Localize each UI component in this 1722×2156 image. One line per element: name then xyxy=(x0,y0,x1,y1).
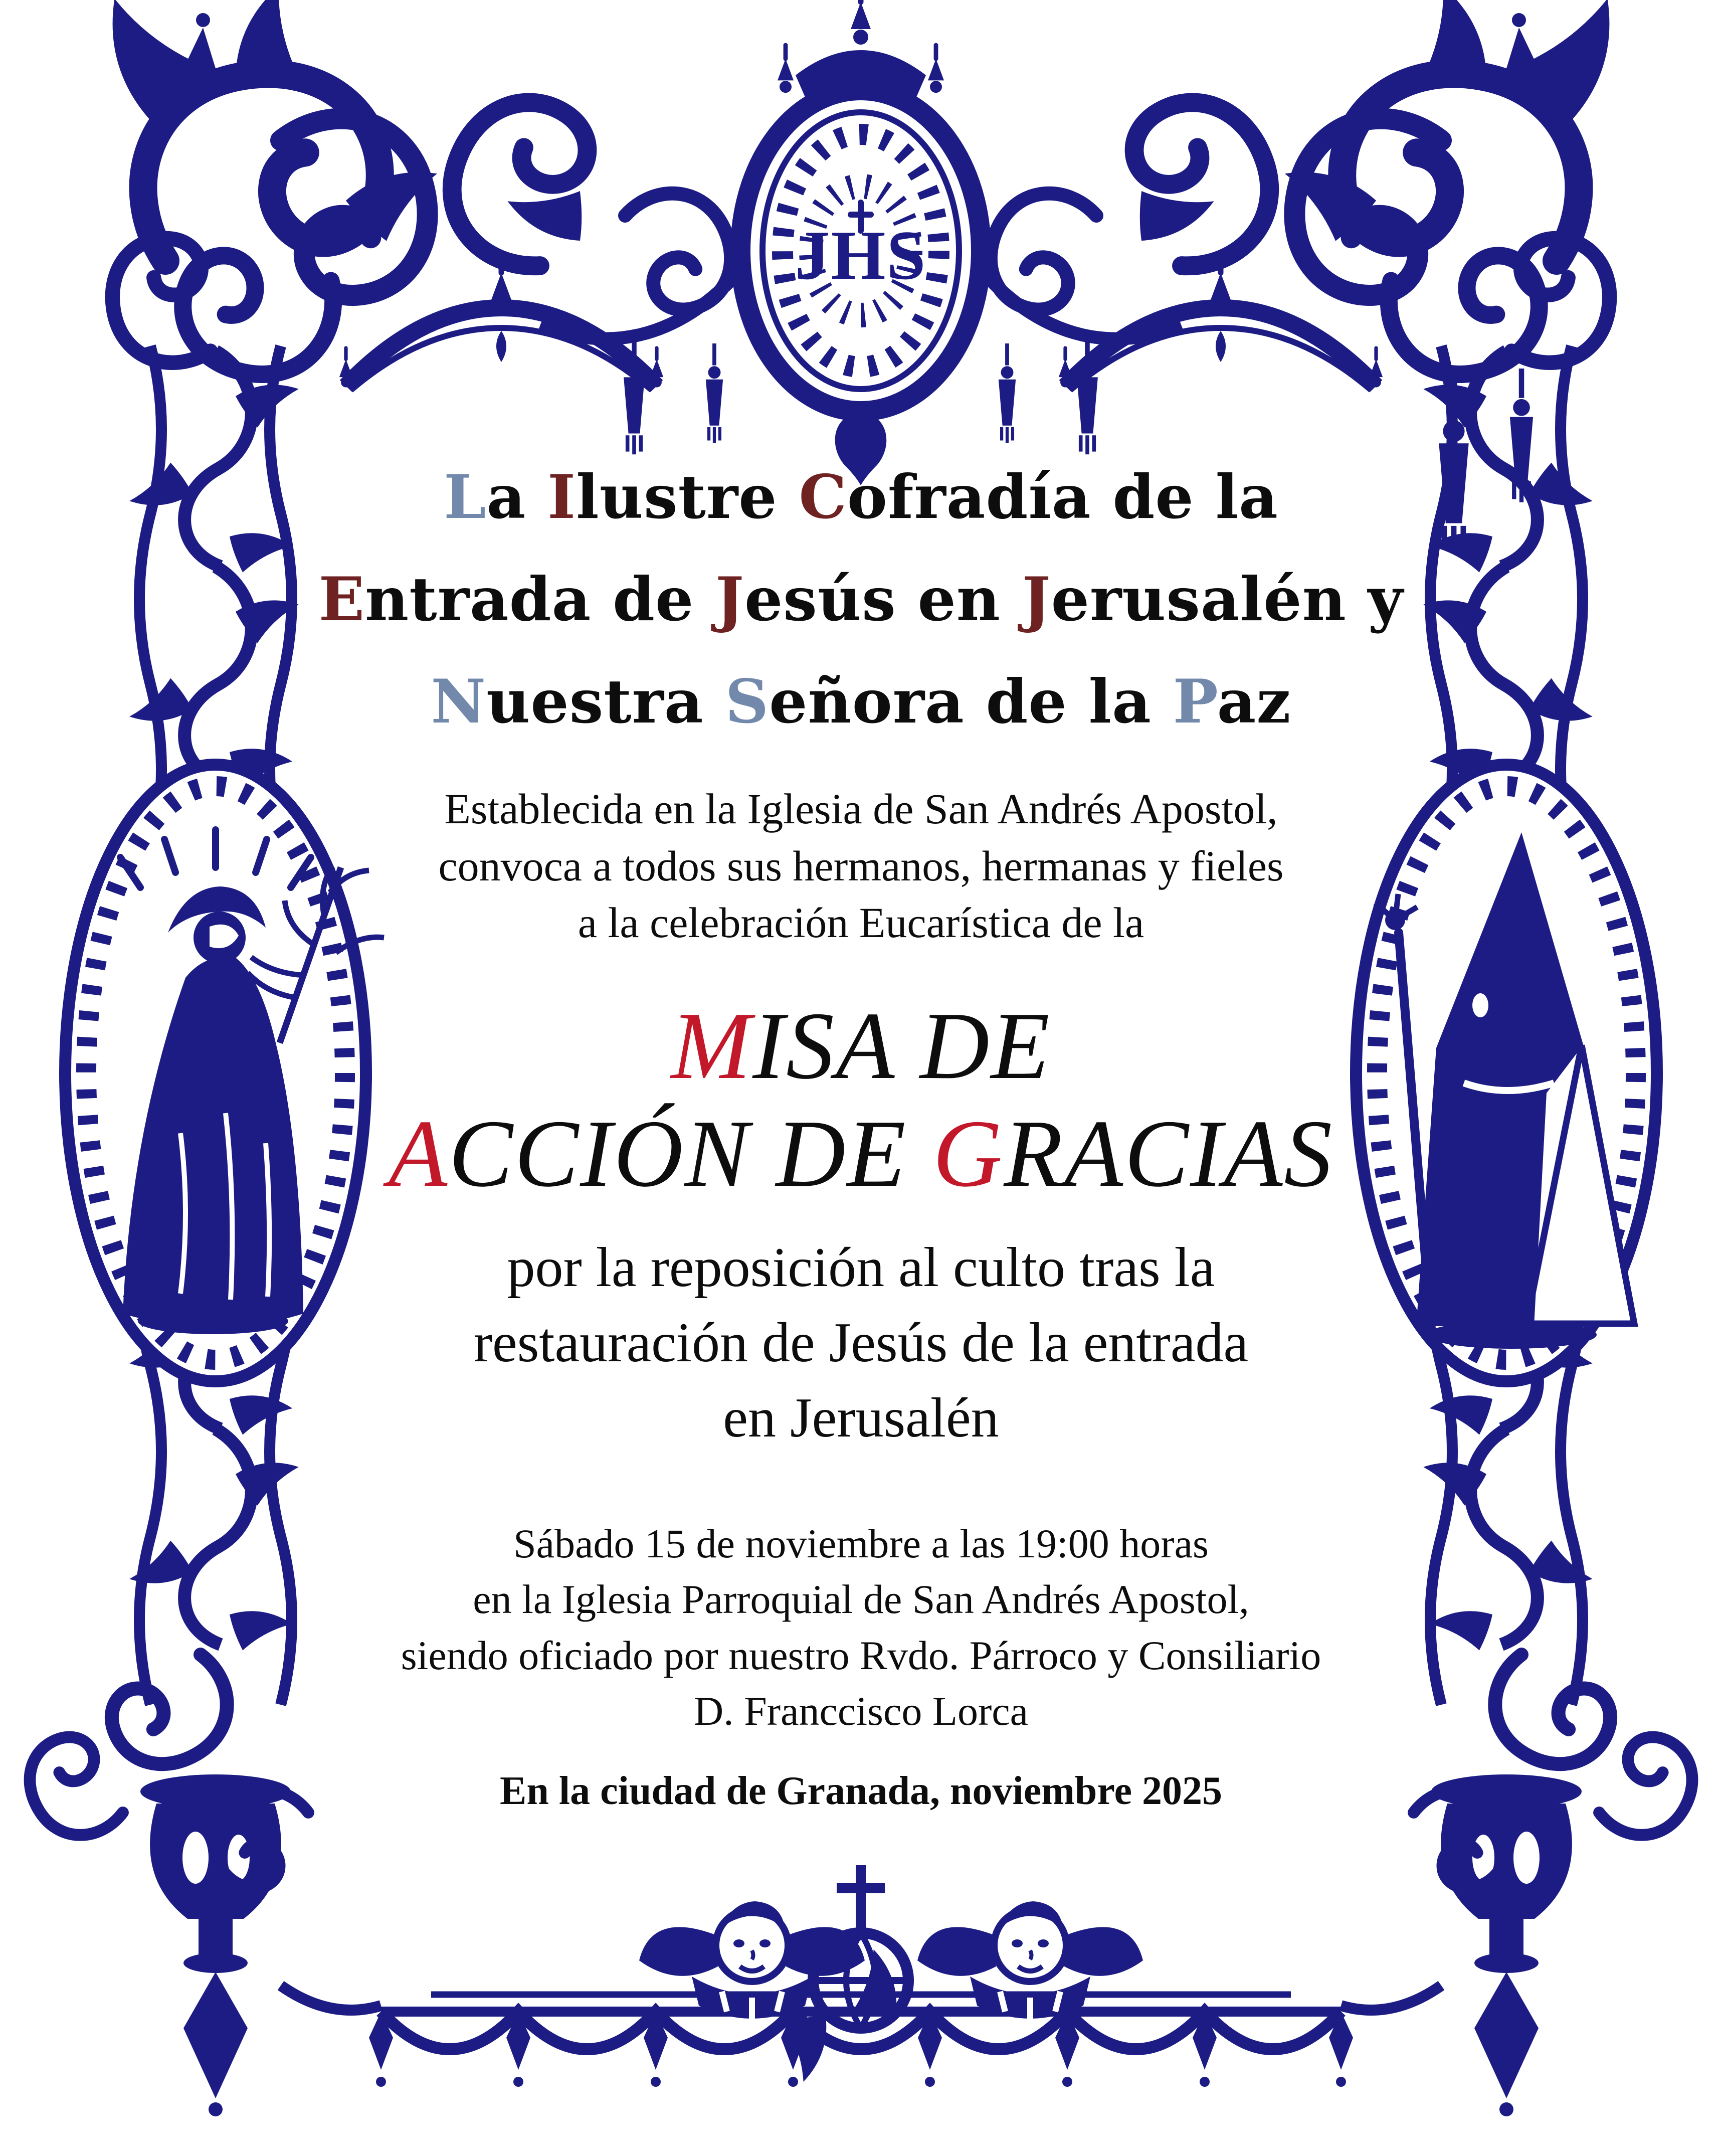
text-line: Establecida en la Iglesia de San Andrés Apostol, xyxy=(444,785,1278,833)
text-line: convoca a todos sus hermanos, hermanas y fieles xyxy=(438,841,1284,890)
text-line xyxy=(311,651,1411,753)
cherub-right xyxy=(917,1901,1143,2019)
text-line xyxy=(311,446,1411,549)
text-segment: I xyxy=(547,462,577,532)
text-line xyxy=(311,992,1411,1100)
text-segment: M xyxy=(671,992,753,1099)
mass-heading xyxy=(311,992,1411,1207)
text-line: a la celebración Eucarística de la xyxy=(578,899,1144,947)
intro-paragraph xyxy=(311,781,1411,952)
text-segment: az xyxy=(1217,666,1291,737)
confraternity-title xyxy=(311,446,1411,753)
text-line: D. Franccisco Lorca xyxy=(693,1688,1029,1734)
purpose-paragraph xyxy=(311,1230,1411,1456)
text-line: en la Iglesia Parroquial de San Andrés Apostol, xyxy=(473,1576,1249,1623)
text-line: siendo oficiado por nuestro Rvdo. Párroco y Consiliario xyxy=(401,1632,1321,1678)
text-segment: ofradía de la xyxy=(847,462,1278,532)
text-line: en Jerusalén xyxy=(723,1386,999,1449)
text-segment: A xyxy=(388,1100,449,1207)
text-segment: J xyxy=(1022,564,1051,635)
text-segment: a xyxy=(486,462,548,532)
jhs-monogram: JHS xyxy=(795,217,927,294)
text-segment: RACIAS xyxy=(1004,1100,1334,1207)
text-segment: lustre xyxy=(576,462,799,532)
text-segment: N xyxy=(431,666,487,737)
text-segment: ISA DE xyxy=(752,992,1051,1099)
text-line: Sábado 15 de noviembre a las 19:00 horas xyxy=(513,1520,1209,1566)
text-line: por la reposición al culto tras la xyxy=(507,1236,1215,1299)
text-segment: esús en xyxy=(744,564,1022,635)
text-segment: C xyxy=(799,462,847,532)
text-segment: erusalén y xyxy=(1051,564,1404,635)
text-segment: G xyxy=(932,1100,1004,1207)
text-segment: ntrada de xyxy=(365,564,716,635)
text-segment: L xyxy=(444,462,487,532)
text-segment: J xyxy=(715,564,744,635)
text-segment: S xyxy=(725,666,770,737)
text-segment: P xyxy=(1173,666,1217,737)
text-line xyxy=(311,549,1411,651)
text-segment: CCIÓN DE xyxy=(449,1100,933,1207)
text-line xyxy=(311,1100,1411,1207)
schedule-paragraph xyxy=(311,1516,1411,1739)
text-segment: uestra xyxy=(486,666,725,737)
text-line: restauración de Jesús de la entrada xyxy=(473,1311,1249,1374)
jhs-emblem xyxy=(431,0,1291,485)
text-segment: E xyxy=(318,564,365,635)
invitation-content xyxy=(311,446,1411,1815)
text-segment: eñora de la xyxy=(769,666,1173,737)
closing-line: En la ciudad de Granada, noviembre 2025 xyxy=(500,1768,1222,1813)
cherub-left xyxy=(639,1901,865,2019)
